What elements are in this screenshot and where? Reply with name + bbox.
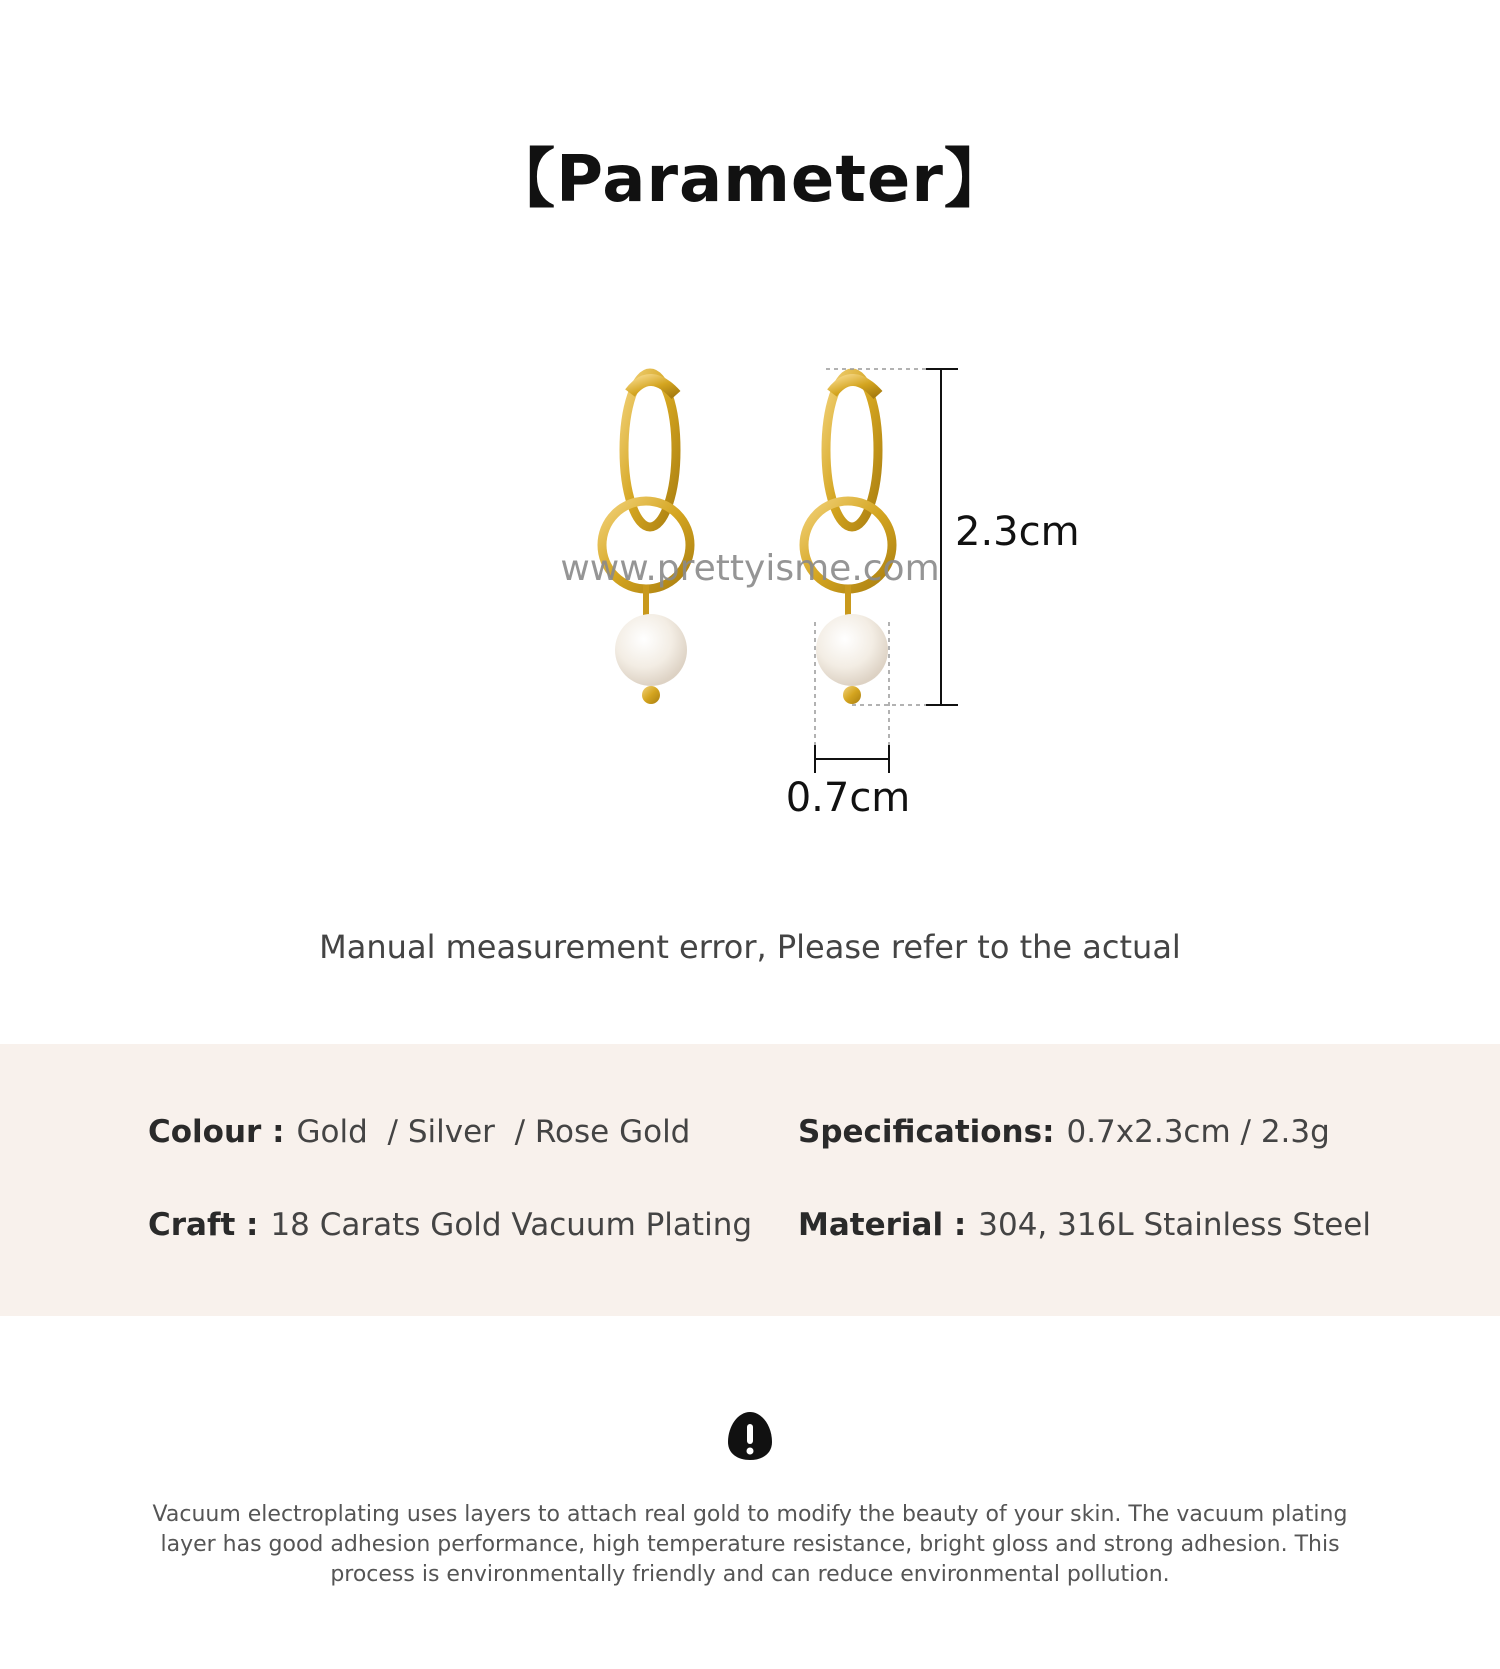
specs-panel: [0, 1044, 1500, 1316]
spec-specifications-label: Specifications:: [798, 1114, 1055, 1150]
earring-left: [602, 373, 690, 704]
height-label: 2.3cm: [955, 509, 1080, 555]
spec-craft-label: Craft :: [148, 1207, 259, 1243]
measurement-note: Manual measurement error, Please refer to the actual: [319, 928, 1181, 966]
warning-icon: [726, 1410, 774, 1462]
plating-disclaimer: Vacuum electroplating uses layers to attach real gold to modify the beauty of your skin. The vacuum plating layer has good adhesion performance, high temperature resistance, bright gloss and strong adhesion. This process is environmentally friendly and can reduce environmental pollution.: [152, 1502, 1348, 1587]
spec-craft-value: 18 Carats Gold Vacuum Plating: [270, 1207, 753, 1243]
spec-material-value: 304, 316L Stainless Steel: [978, 1207, 1371, 1243]
spec-colour: [148, 1114, 690, 1150]
watermark: www.prettyisme.com: [560, 548, 940, 589]
width-label: 0.7cm: [785, 775, 911, 821]
spec-material-label: Material :: [798, 1207, 967, 1243]
spec-colour-label: Colour :: [148, 1114, 285, 1150]
spec-colour-value: Gold / Silver / Rose Gold: [296, 1114, 691, 1150]
earring-right: [804, 373, 892, 704]
spec-craft: [148, 1207, 752, 1243]
spec-specifications-value: 0.7x2.3cm / 2.3g: [1066, 1114, 1330, 1150]
page-title: 【Parameter】: [491, 143, 1009, 217]
spec-material: [798, 1207, 1371, 1243]
spec-specifications: [798, 1114, 1330, 1150]
